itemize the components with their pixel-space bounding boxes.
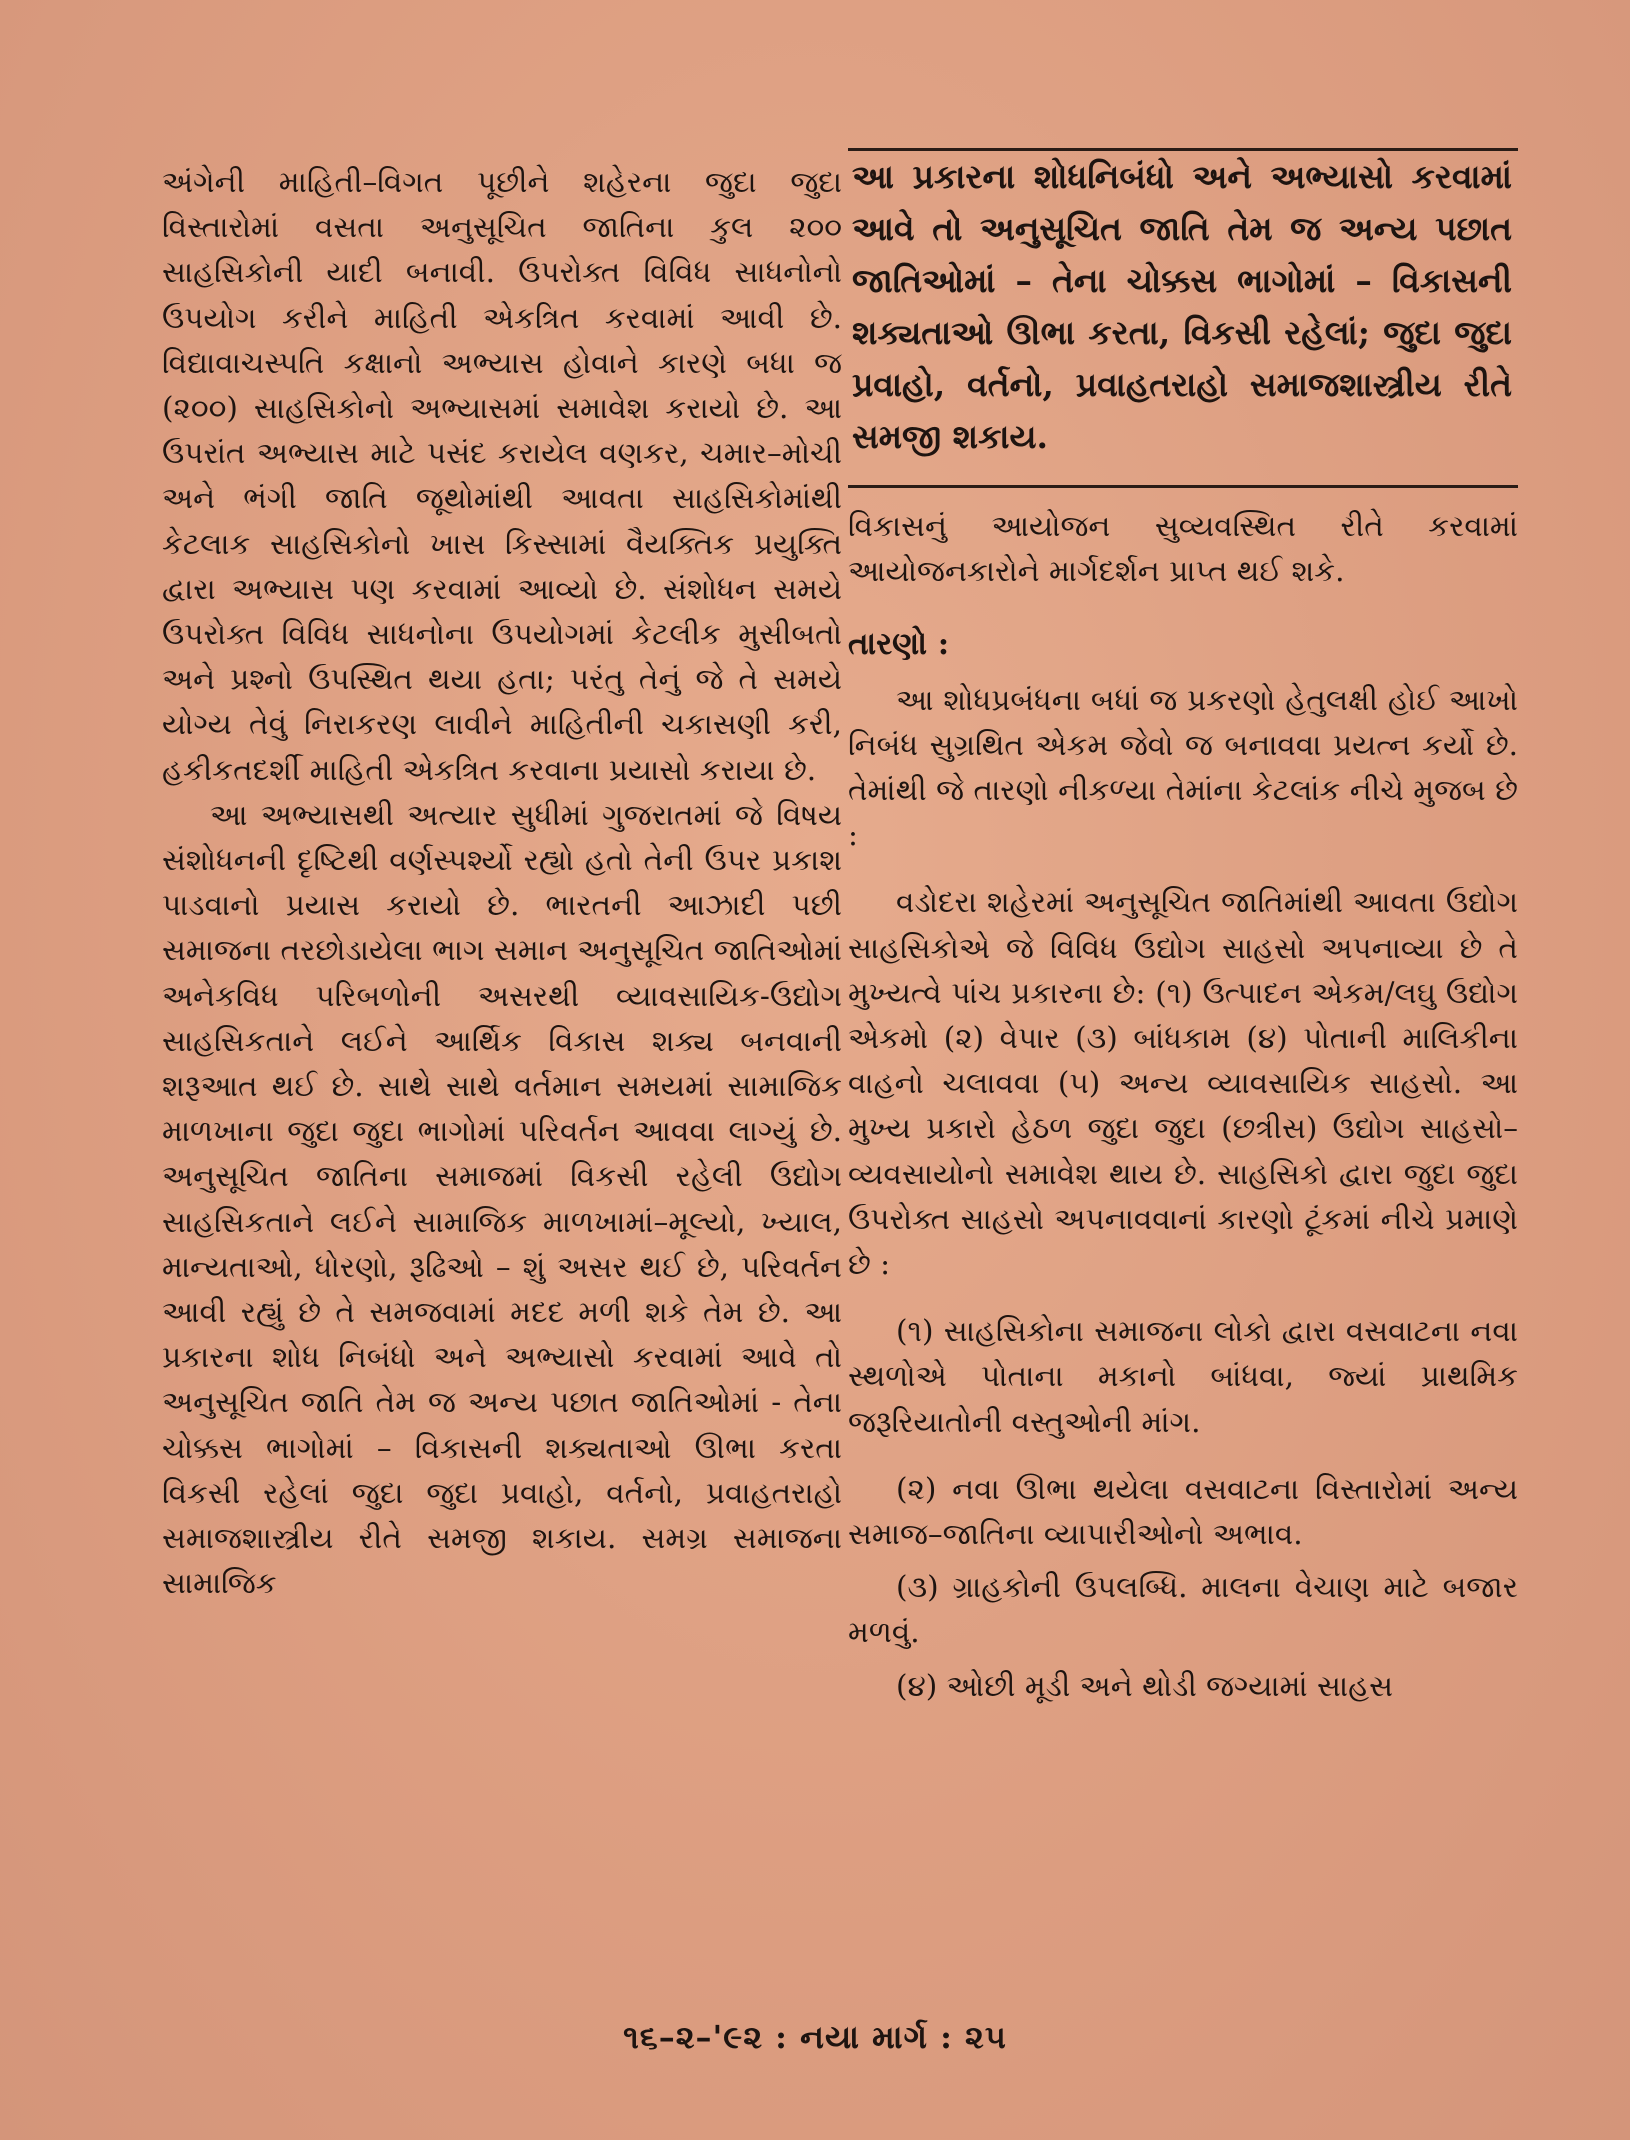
paragraph: અંગેની માહિતી–વિગત પૂછીને શહેરના જુદા જુદા વિસ્તારોમાં વસતા અનુસૂચિત જાતિના કુલ ૨૦૦ સાહસિકોની યાદી બનાવી. ઉપરોક્ત વિવિધ સાધનોનો ઉપયોગ કરીને માહિતી એકત્રિત કરવામાં આવી છે. વિદ્યાવાચસ્પતિ કક્ષાનો અભ્યાસ હોવાને કારણે બધા જ (૨૦૦) સાહસિકોનો અભ્યાસમાં સમાવેશ કરાયો છે. આ ઉપરાંત અભ્યાસ માટે પસંદ કરાયેલ વણકર, ચમાર–મોચી અને ભંગી જાતિ જૂથોમાંથી આવતા સાહસિકોમાંથી કેટલાક સાહસિકોનો ખાસ કિસ્સામાં વૈયક્તિક પ્રયુક્તિ દ્વારા અભ્યાસ પણ કરવામાં આવ્યો છે. સંશોધન સમયે ઉપરોક્ત વિવિધ સાધનોના ઉપયોગમાં કેટલીક મુસીબતો અને પ્રશ્નો ઉપસ્થિત થયા હતા; પરંતુ તેનું જે તે સમયે યોગ્ય તેવું નિરાકરણ લાવીને માહિતીની ચકાસણી કરી, હકીકતદર્શી માહિતી એકત્રિત કરવાના પ્રયાસો કરાયા છે. — [162, 165, 842, 787]
list-item: (૧) સાહસિકોના સમાજના લોકો દ્વારા વસવાટના નવા સ્થળોએ પોતાના મકાનો બાંધવા, જ્યાં પ્રાથમિક જરૂરિયાતોની વસ્તુઓની માંગ. — [848, 1314, 1518, 1439]
section-heading: તારણો : — [848, 626, 950, 663]
right-column — [848, 148, 1518, 1709]
list-item: (૨) નવા ઊભા થયેલા વસવાટના વિસ્તારોમાં અન્ય સમાજ–જાતિના વ્યાપારીઓનો અભાવ. — [848, 1471, 1518, 1552]
paragraph: આ અભ્યાસથી અત્યાર સુધીમાં ગુજરાતમાં જે વિષય સંશોધનની દૃષ્ટિથી વર્ણસ્પર્શ્યો રહ્યો હતો તેની ઉપર પ્રકાશ પાડવાનો પ્રયાસ કરાયો છે. ભારતની આઝાદી પછી સમાજના તરછોડાયેલા ભાગ સમાન અનુસૂચિત જાતિઓમાં અનેકવિધ પરિબળોની અસરથી વ્યાવસાયિક-ઉદ્યોગ સાહસિકતાને લઈને આર્થિક વિકાસ શક્ય બનવાની શરૂઆત થઈ છે. સાથે સાથે વર્તમાન સમયમાં સામાજિક માળખાના જુદા જુદા ભાગોમાં પરિવર્તન આવવા લાગ્યું છે. અનુસૂચિત જાતિના સમાજમાં વિકસી રહેલી ઉદ્યોગ સાહસિકતાને લઈને સામાજિક માળખામાં–મૂલ્યો, ખ્યાલ, માન્યતાઓ, ધોરણો, રૂઢિઓ – શું અસર થઈ છે, પરિવર્તન આવી રહ્યું છે તે સમજવામાં મદદ મળી શકે તેમ છે. આ પ્રકારના શોધ નિબંધો અને અભ્યાસો કરવામાં આવે તો અનુસૂચિત જાતિ તેમ જ અન્ય પછાત જાતિઓમાં - તેના ચોક્કસ ભાગોમાં – વિકાસની શક્યતાઓ ઊભા કરતા વિકસી રહેલાં જુદા જુદા પ્રવાહો, વર્તનો, પ્રવાહતરાહો સમાજશાસ્ત્રીય રીતે સમજી શકાય. સમગ્ર સમાજના સામાજિક — [162, 797, 842, 1601]
pull-quote: આ પ્રકારના શોધનિબંધો અને અભ્યાસો કરવામાં આવે તો અનુસૂચિત જાતિ તેમ જ અન્ય પછાત જાતિઓમાં – તેના ચોક્કસ ભાગોમાં – વિકાસની શક્યતાઓ ઊભા કરતા, વિકસી રહેલાં; જુદા જુદા પ્રવાહો, વર્તનો, પ્રવાહતરાહો સમાજશાસ્ત્રીય રીતે સમજી શકાય. — [852, 157, 1512, 456]
bottom-rule — [848, 485, 1518, 488]
list-item: (૩) ગ્રાહકોની ઉપલબ્ધિ. માલના વેચાણ માટે બજાર મળવું. — [848, 1570, 1518, 1650]
paragraph: વડોદરા શહેરમાં અનુસૂચિત જાતિમાંથી આવતા ઉદ્યોગ સાહસિકોએ જે વિવિધ ઉદ્યોગ સાહસો અપનાવ્યા છે તે મુખ્યત્વે પાંચ પ્રકારના છે: (૧) ઉત્પાદન એકમ/લઘુ ઉદ્યોગ એકમો (૨) વેપાર (૩) બાંધકામ (૪) પોતાની માલિકીના વાહનો ચલાવવા (૫) અન્ય વ્યાવસાયિક સાહસો. આ મુખ્ય પ્રકારો હેઠળ જુદા જુદા (છત્રીસ) ઉદ્યોગ સાહસો–વ્યવસાયોનો સમાવેશ થાય છે. સાહસિકો દ્વારા જુદા જુદા ઉપરોક્ત સાહસો અપનાવવાનાં કારણો ટૂંકમાં નીચે પ્રમાણે છે : — [848, 885, 1518, 1282]
paragraph: વિકાસનું આયોજન સુવ્યવસ્થિત રીતે કરવામાં આયોજનકારોને માર્ગદર્શન પ્રાપ્ત થઈ શકે. — [848, 509, 1518, 589]
page-footer: ૧૬–૨–'૯૨ : નયા માર્ગ : ૨૫ — [623, 2018, 1007, 2056]
left-column — [162, 160, 842, 1607]
right-body — [848, 504, 1518, 1709]
list-item: (૪) ઓછી મૂડી અને થોડી જગ્યામાં સાહસ — [896, 1668, 1394, 1703]
paragraph: આ શોધપ્રબંધના બધાં જ પ્રકરણો હેતુલક્ષી હોઈ આખો નિબંધ સુગ્રથિત એકમ જેવો જ બનાવવા પ્રયત્ન કર્યો છે. તેમાંથી જે તારણો નીકળ્યા તેમાંના કેટલાંક નીચે મુજબ છે : — [848, 682, 1518, 853]
